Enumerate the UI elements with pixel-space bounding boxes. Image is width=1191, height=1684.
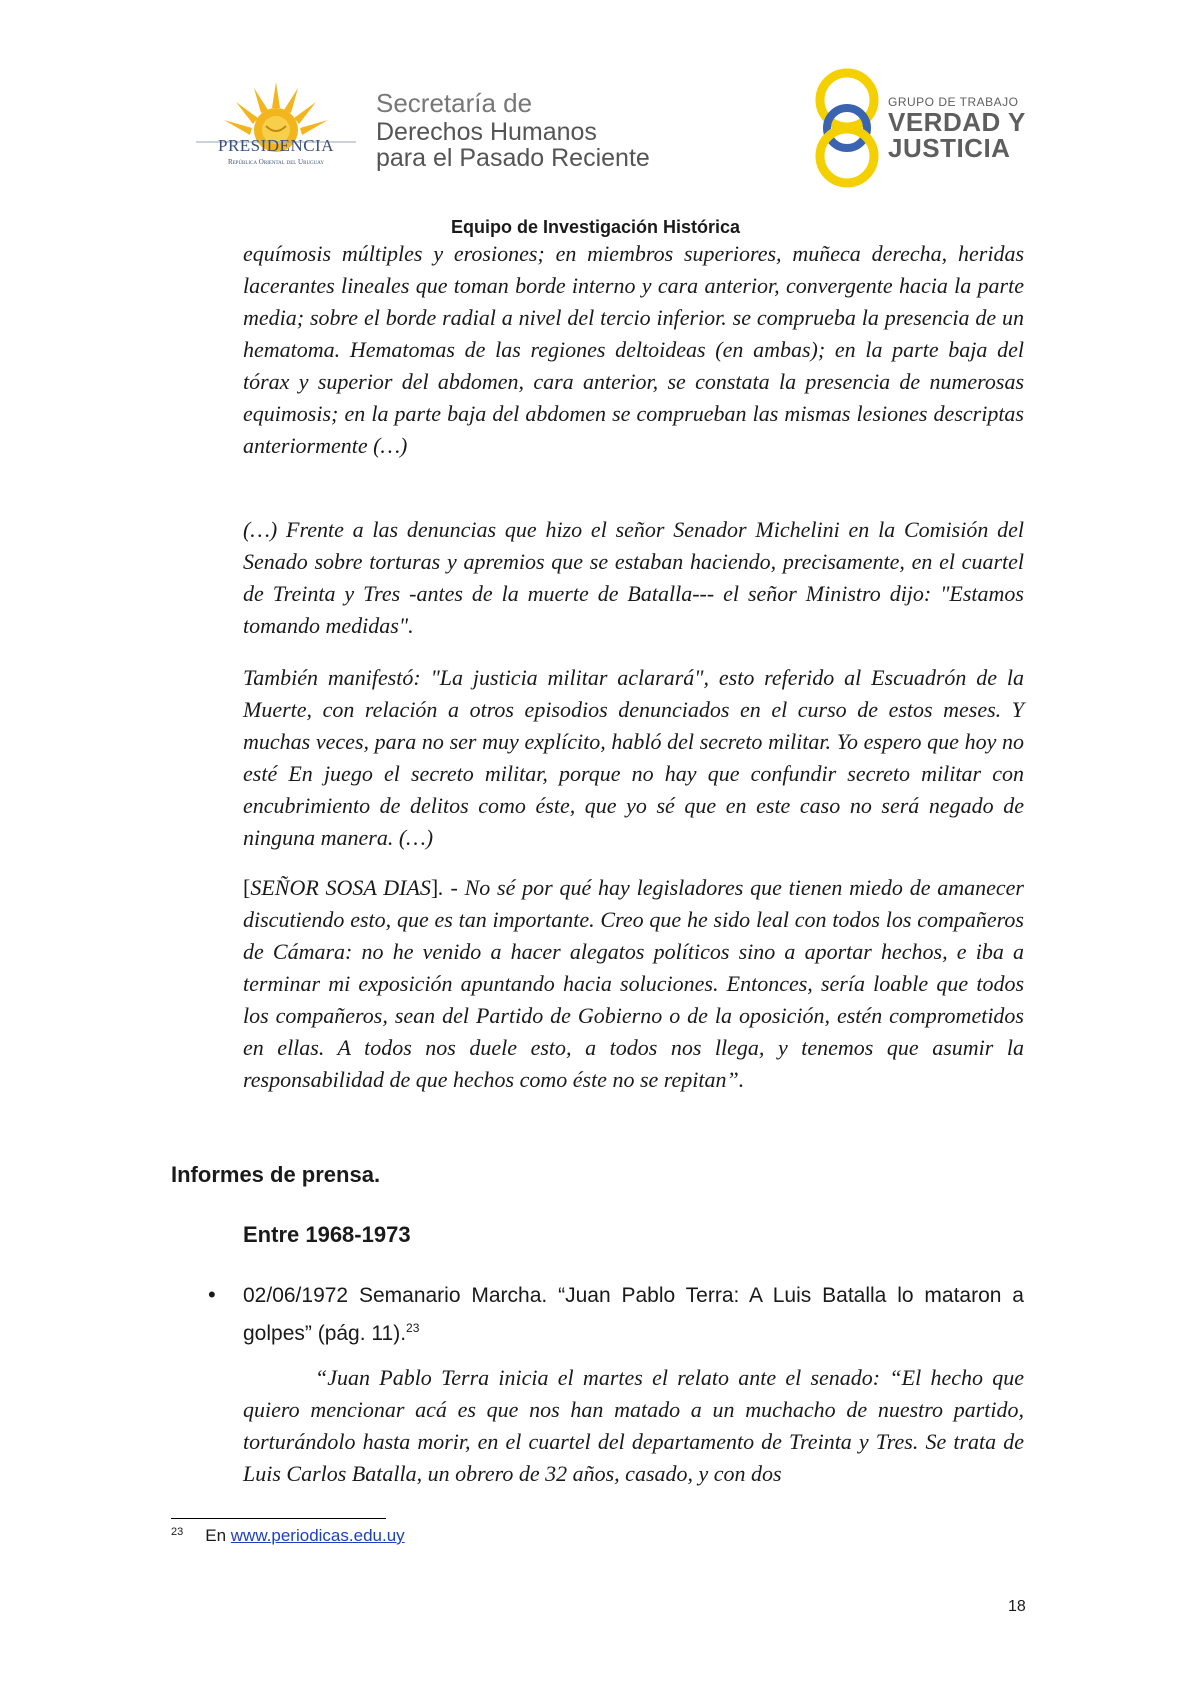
verdad-justicia-title — [888, 95, 1026, 161]
page-number: 18 — [1008, 1598, 1026, 1615]
footnote-number: 23 — [171, 1526, 184, 1538]
secretaria-line-3: para el Pasado Reciente — [376, 144, 650, 172]
footnote — [171, 1526, 405, 1546]
footnote-link[interactable]: www.periodicas.edu.uy — [230, 1526, 405, 1545]
bullet-icon: • — [208, 1282, 216, 1307]
speaker-statement: . - No sé por qué hay legisladores que tienen miedo de amanecer discutiendo esto, que es tan importante. Creo que he sido leal con todos los compañeros de Cámara: no he venido a hacer alegatos políticos sino a aportar hechos, e iba a terminar mi exposición apuntando hacia soluciones. Entonces, sería loable que todos los compañeros, sean del Partido de Gobierno o de la oposición, estén comprometidos en ellas. A todos nos duele esto, a todos nos llega, y tenemos que asumir la responsabilidad de que hechos como éste no se repitan”. — [243, 875, 1024, 1092]
grupo-line-3: JUSTICIA — [888, 133, 1011, 163]
quote-paragraph-1: equímosis múltiples y erosiones; en miembros superiores, muñeca derecha, heridas lacerantes lineales que toman borde interno y cara anterior, convergente hacia la parte media; sobre el borde radial a nivel del tercio inferior. se comprueba la presencia de un hematoma. Hematomas de las regiones deltoideas (en ambas); en la parte baja del tórax y superior del abdomen, cara anterior, se constata la presencia de numerosas equimosis; en la parte baja del abdomen se comprueban las mismas lesiones descriptas anteriormente (…) — [243, 241, 1024, 458]
presidencia-logo-subtext: República Oriental del Uruguay — [227, 158, 325, 166]
speaker-bracket-open: [ — [243, 875, 251, 900]
footnote-separator — [171, 1518, 386, 1519]
quote-paragraph-5: “Juan Pablo Terra inicia el martes el relato ante el senado: “El hecho que quiero mencionar acá es que nos han matado a un muchacho de nuestro partido, torturándolo hasta morir, en el cuartel del departamento de Treinta y Tres. Se trata de Luis Carlos Batalla, un obrero de 32 años, casado, y con dos — [243, 1365, 1024, 1486]
team-header: Equipo de Investigación Histórica — [450, 217, 741, 237]
section-heading: Informes de prensa. — [171, 1162, 381, 1187]
presidencia-logo-text: PRESIDENCIA — [217, 136, 334, 155]
speaker-name: SEÑOR SOSA DIAS — [250, 875, 431, 900]
grupo-line-2: VERDAD Y — [888, 107, 1026, 137]
grupo-line-1: GRUPO DE TRABAJO — [888, 95, 1019, 109]
secretaria-line-2: Derechos Humanos — [376, 118, 597, 146]
quote-paragraph-3: También manifestó: "La justicia militar aclarará", esto referido al Escuadrón de la Muerte, con relación a otros episodios denunciados en el curso de estos meses. Y muchas veces, para no ser muy explícito, habló del secreto militar. Yo espero que hoy no esté En juego el secreto militar, porque no hay que confundir secreto militar con encubrimiento de delitos como éste, que yo sé que en este caso no será negado de ninguna manera. (…) — [243, 665, 1024, 850]
quote-paragraph-2: (…) Frente a las denuncias que hizo el señor Senador Michelini en la Comisión del Senado sobre torturas y apremios que se estaban haciendo, precisamente, en el cuartel de Treinta y Tres -antes de la muerte de Batalla--- el señor Ministro dijo: "Estamos tomando medidas". — [243, 517, 1024, 638]
press-item — [243, 1280, 1024, 1350]
subsection-heading: Entre 1968-1973 — [243, 1222, 411, 1247]
secretaria-title — [376, 88, 650, 171]
quote-paragraph-4 — [243, 872, 1024, 1096]
footnote-prefix: En — [205, 1526, 231, 1545]
footnote-reference[interactable]: 23 — [406, 1321, 420, 1335]
speaker-bracket-close: ] — [430, 875, 439, 900]
press-item-text: 02/06/1972 Semanario Marcha. “Juan Pablo Terra: A Luis Batalla lo mataron a golpes” (pág. 11). — [243, 1284, 1024, 1345]
secretaria-line-1: Secretaría de — [376, 88, 533, 118]
presidencia-logo — [196, 80, 356, 176]
